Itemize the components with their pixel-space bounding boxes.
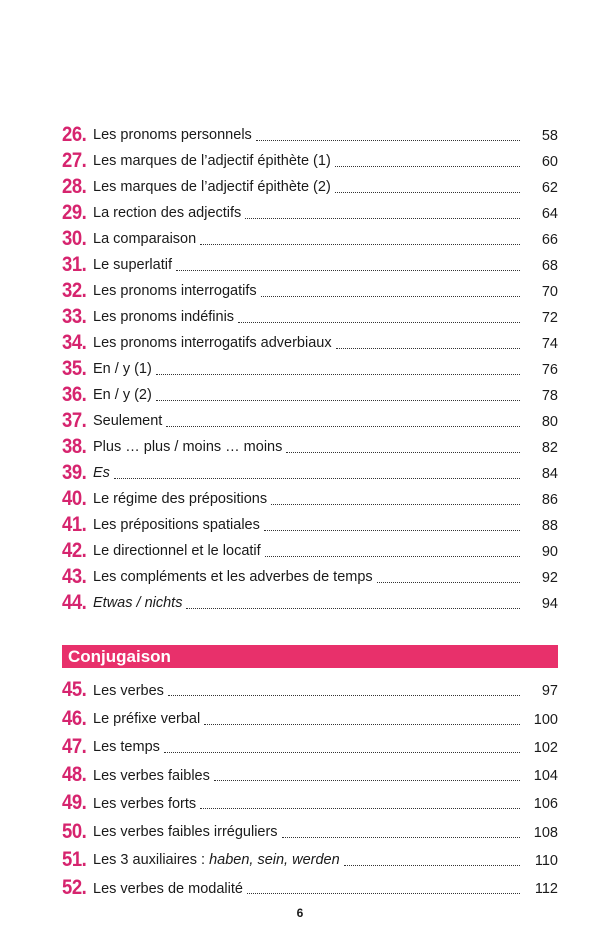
toc-entry-title-text: En / y (2) (93, 387, 152, 404)
toc-entry[interactable] (62, 842, 558, 870)
toc-entry-page: 100 (533, 711, 558, 728)
toc-entry-title-text: Le préfixe verbal (93, 710, 201, 727)
toc-entry-title (93, 413, 162, 431)
toc-entry[interactable] (62, 729, 558, 757)
toc-entry-number: 27. (62, 149, 87, 172)
toc-entry[interactable] (62, 379, 558, 405)
toc-entry-title-text: Les verbes de modalité (93, 880, 243, 897)
toc-entry-number: 52. (62, 876, 87, 900)
toc-entry-title (93, 768, 210, 786)
toc-leader-dots (264, 529, 520, 531)
toc-leader-dots (247, 892, 520, 894)
toc-entry[interactable] (62, 483, 558, 509)
toc-entry-title (93, 796, 196, 814)
toc-entry-title-text: Les pronoms personnels (93, 127, 252, 144)
toc-entry[interactable] (62, 457, 558, 483)
toc-entry-number: 33. (62, 305, 87, 328)
toc-leader-dots (156, 399, 520, 401)
toc-entry-title-text: Les verbes (93, 682, 164, 699)
toc-entry-title-text: Les prépositions spatiales (93, 517, 260, 534)
toc-entry-title-text: Les verbes faibles (93, 767, 210, 784)
toc-entry-title (93, 283, 257, 301)
toc-entry-number: 31. (62, 253, 87, 276)
toc-entry-number: 48. (62, 763, 87, 787)
toc-entry-page: 84 (541, 466, 558, 482)
toc-leader-dots (282, 836, 520, 838)
toc-entry-title (93, 881, 243, 899)
toc-entry-number: 49. (62, 791, 87, 815)
toc-entry-title-text: Les verbes faibles irréguliers (93, 824, 278, 841)
toc-entry-title (93, 387, 152, 405)
toc-leader-dots (261, 295, 520, 297)
toc-entry-title (93, 491, 267, 509)
toc-leader-dots (286, 451, 520, 453)
toc-leader-dots (238, 321, 520, 323)
toc-entry-number: 43. (62, 565, 87, 588)
toc-leader-dots (271, 503, 520, 505)
toc-entry-page: 112 (534, 881, 558, 898)
toc-entry-page: 108 (533, 824, 558, 841)
toc-entry-page: 76 (541, 362, 558, 378)
toc-entry-title-text: Les verbes forts (93, 795, 197, 812)
toc-entry-title (93, 852, 340, 870)
toc-entry-number: 36. (62, 383, 87, 406)
toc-entry[interactable] (62, 353, 558, 379)
toc-leader-dots (214, 779, 520, 781)
toc-leader-dots (166, 425, 520, 427)
toc-entry-page: 86 (541, 492, 558, 508)
toc-entry[interactable] (62, 561, 558, 587)
toc-entry-number: 51. (62, 848, 87, 872)
toc-entry-number: 42. (62, 539, 87, 562)
toc-entry-page: 97 (541, 683, 558, 700)
section-header-label: Conjugaison (68, 646, 171, 666)
toc-entry-title-text: Les pronoms interrogatifs adverbiaux (93, 335, 332, 352)
toc-entry[interactable] (62, 405, 558, 431)
toc-entry-title (93, 257, 172, 275)
toc-entry[interactable] (62, 327, 558, 353)
toc-entry-page: 74 (541, 336, 558, 352)
toc-entry-number: 38. (62, 435, 87, 458)
toc-entry-title-italic: Etwas / nichts (93, 595, 183, 612)
toc-leader-dots (164, 751, 520, 753)
toc-entry[interactable] (62, 145, 558, 171)
toc-entry-title (93, 309, 234, 327)
toc-entry-page: 60 (541, 154, 558, 170)
toc-leader-dots (377, 581, 520, 583)
toc-entry-title-text: Les temps (93, 739, 160, 756)
toc-entry-title-text: Le directionnel et le locatif (93, 543, 261, 560)
toc-entry-title (93, 361, 152, 379)
toc-entry-number: 32. (62, 279, 87, 302)
toc-entry-page: 106 (533, 796, 558, 813)
toc-list-bottom (62, 672, 558, 898)
toc-entry-title-text: Les marques de l’adjectif épithète (1) (93, 153, 331, 170)
toc-entry-title (93, 153, 331, 171)
toc-entry[interactable] (62, 223, 558, 249)
toc-entry[interactable] (62, 535, 558, 561)
toc-entry-number: 47. (62, 734, 87, 758)
toc-entry[interactable] (62, 275, 558, 301)
toc-entry-number: 26. (62, 123, 87, 146)
toc-entry-title (93, 517, 260, 535)
toc-entry-title-text: Les compléments et les adverbes de temps (93, 569, 373, 586)
toc-entry-number: 41. (62, 513, 87, 536)
toc-entry[interactable] (62, 700, 558, 728)
toc-leader-dots (265, 555, 520, 557)
toc-entry-title-text: La comparaison (93, 231, 197, 248)
toc-leader-dots (114, 477, 520, 479)
toc-entry-title-text: Le régime des prépositions (93, 491, 268, 508)
toc-entry-title (93, 439, 282, 457)
toc-entry-title (93, 465, 110, 483)
toc-entry-title-text: Les 3 auxiliaires : (93, 852, 210, 869)
toc-entry-number: 29. (62, 201, 87, 224)
toc-entry-title-text: Plus … plus / moins … moins (93, 439, 283, 456)
toc-entry-title (93, 179, 331, 197)
toc-entry-page: 78 (541, 388, 558, 404)
toc-entry[interactable] (62, 785, 558, 813)
toc-entry-number: 44. (62, 591, 87, 614)
toc-entry-page: 92 (541, 570, 558, 586)
page-number: 6 (296, 906, 304, 920)
toc-entry[interactable] (62, 119, 558, 145)
toc-entry-title-text: Le superlatif (93, 257, 172, 274)
toc-entry-page: 82 (541, 440, 558, 456)
toc-entry[interactable] (62, 587, 558, 613)
toc-entry-page: 104 (533, 768, 558, 785)
toc-entry[interactable] (62, 197, 558, 223)
toc-entry-page: 90 (541, 544, 558, 560)
toc-leader-dots (335, 165, 520, 167)
toc-entry-title (93, 683, 164, 701)
toc-entry-number: 35. (62, 357, 87, 380)
toc-entry[interactable] (62, 757, 558, 785)
toc-entry-page: 68 (541, 258, 558, 274)
toc-entry-page: 102 (533, 739, 558, 756)
toc-entry-title (93, 127, 252, 145)
toc-entry[interactable] (62, 870, 558, 898)
section-header-conjugaison (62, 645, 558, 668)
toc-entry-number: 40. (62, 487, 87, 510)
toc-entry-page: 88 (541, 518, 558, 534)
toc-entry-title-text: Seulement (93, 413, 163, 430)
toc-leader-dots (335, 191, 520, 193)
toc-entry-page: 80 (541, 414, 558, 430)
toc-entry-title (93, 569, 373, 587)
toc-entry-page: 94 (541, 596, 558, 612)
toc-leader-dots (186, 607, 520, 609)
toc-entry-title (93, 543, 261, 561)
toc-entry-page: 58 (541, 128, 558, 144)
toc-leader-dots (200, 807, 520, 809)
toc-entry-title-text: Les pronoms interrogatifs (93, 283, 257, 300)
toc-entry-title-text: En / y (1) (93, 361, 152, 378)
toc-entry-number: 37. (62, 409, 87, 432)
toc-leader-dots (200, 243, 520, 245)
toc-entry-number: 45. (62, 678, 87, 702)
toc-entry-number: 39. (62, 461, 87, 484)
toc-entry-title-italic: haben, sein, werden (209, 852, 340, 869)
toc-entry-title (93, 335, 332, 353)
toc-entry-title-italic: Es (93, 465, 110, 482)
toc-entry-page: 72 (541, 310, 558, 326)
toc-list-top (62, 119, 558, 613)
toc-leader-dots (156, 373, 520, 375)
toc-entry[interactable] (62, 431, 558, 457)
toc-leader-dots (245, 217, 520, 219)
toc-entry-page: 66 (541, 232, 558, 248)
toc-entry-number: 50. (62, 819, 87, 843)
toc-leader-dots (336, 347, 520, 349)
toc-entry[interactable] (62, 672, 558, 700)
toc-entry-title (93, 205, 241, 223)
toc-entry[interactable] (62, 249, 558, 275)
toc-entry-number: 46. (62, 706, 87, 730)
toc-entry-number: 30. (62, 227, 87, 250)
toc-entry-title (93, 231, 196, 249)
toc-leader-dots (256, 139, 520, 141)
toc-entry-title (93, 595, 182, 613)
toc-entry[interactable] (62, 171, 558, 197)
toc-entry-page: 110 (534, 853, 558, 870)
toc-leader-dots (344, 864, 520, 866)
toc-entry-page: 62 (541, 180, 558, 196)
toc-entry-title (93, 739, 160, 757)
toc-entry[interactable] (62, 509, 558, 535)
toc-entry-page: 70 (541, 284, 558, 300)
toc-entry-title-text: Les pronoms indéfinis (93, 309, 235, 326)
toc-leader-dots (176, 269, 520, 271)
toc-entry-title-text: La rection des adjectifs (93, 205, 242, 222)
toc-leader-dots (168, 694, 520, 696)
toc-entry[interactable] (62, 813, 558, 841)
toc-entry-title-text: Les marques de l’adjectif épithète (2) (93, 179, 331, 196)
toc-entry-number: 28. (62, 175, 87, 198)
toc-entry-title (93, 824, 278, 842)
toc-entry-number: 34. (62, 331, 87, 354)
toc-entry[interactable] (62, 301, 558, 327)
toc-entry-page: 64 (541, 206, 558, 222)
toc-leader-dots (204, 723, 520, 725)
toc-entry-title (93, 711, 200, 729)
